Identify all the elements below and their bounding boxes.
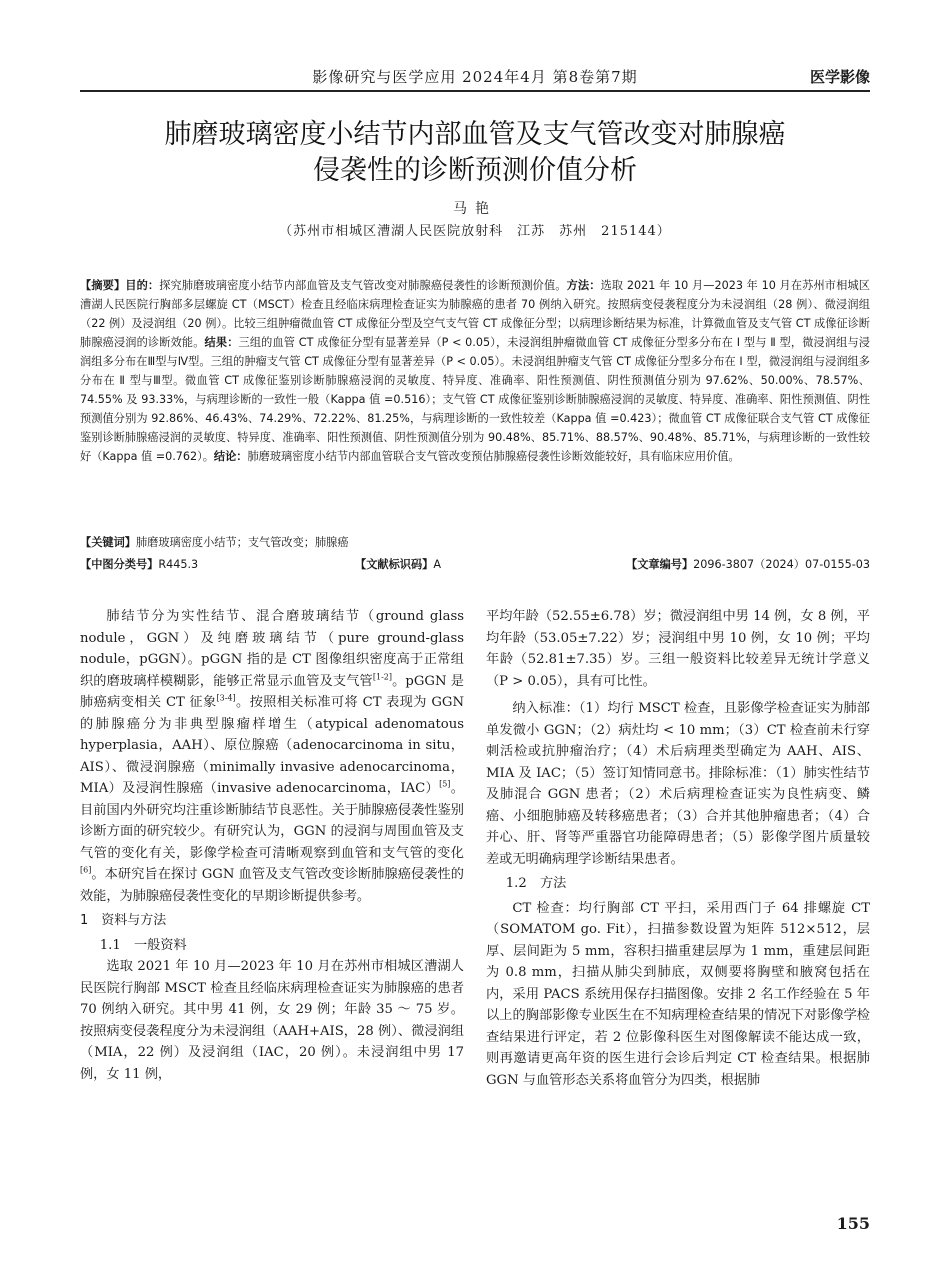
keywords-label: 【关键词】 [80,536,136,549]
left-column [80,606,464,1085]
citation: [3-4] [216,693,236,703]
ct-method-paragraph: CT 检查：均行胸部 CT 平扫，采用西门子 64 排螺旋 CT（SOMATOM go. Fit），扫描参数设置为矩阵 512×512，层厚、层间距为 5 mm，容积扫描重建层厚为 1 mm，重建层间距为 0.8 mm，扫描从肺尖到肺底，双侧要将胸壁和腋窝包括在内，采用 PACS 系统用保存扫描图像。安排 2 名工作经验在 5 年以上的胸部影像专业医生在不知病理检查结果的情况下对影像学检查结果进行评定，若 2 位影像科医生对图像解读不能达成一致，则再邀请更高年资的医生进行会诊后判定 CT 检查结果。根据肺 GGN 与血管形态关系将血管分为四类，根据肺 [486,900,870,1088]
citation: [1-2] [372,672,392,682]
abstract-label: 【摘要】 [80,279,126,292]
keywords-text: 肺磨玻璃密度小结节；支气管改变；肺腺癌 [135,536,349,549]
doc-value: A [433,558,441,571]
citation: [6] [80,865,92,875]
section-label: 医学影像 [809,68,870,86]
article-value: 2096-3807（2024）07-0155-03 [693,558,870,571]
abstract [80,276,870,466]
clc-value: R445.3 [158,558,199,571]
article-title-line1: 肺磨玻璃密度小结节内部血管及支气管改变对肺腺癌 [164,119,786,150]
article-label: 【文章编号】 [626,558,694,571]
article-title-line2: 侵袭性的诊断预测价值分析 [313,155,637,186]
affiliation: （苏州市相城区漕湖人民医院放射科 江苏 苏州 215144） [279,224,671,239]
page-number: 155 [836,1214,870,1233]
age-paragraph: 平均年龄（52.55±6.78）岁；微浸润组中男 14 例，女 8 例，平均年龄（53.05±7.22）岁；浸润组中男 10 例，女 10 例；平均年龄（52.81±7.35）岁。三组一般资料比较差异无统计学意义（P > 0.05），具有可比性。 [486,609,870,689]
article-number [626,556,870,572]
keywords [80,534,870,550]
objective-label: 目的： [125,279,160,292]
results-text: 三组的血管 CT 成像征分型有显著差异（P < 0.05），未浸润组肿瘤微血管 CT 成像征分型多分布在 Ⅰ 型与 Ⅱ 型，微浸润组与浸润组多分布在Ⅲ型与Ⅳ型。三组的肿瘤支气管 CT 成像征分型有显著差异（P < 0.05）。未浸润组肿瘤支气管 CT 成像征分型多分布在 Ⅰ 型，微浸润组与浸润组多分布在 Ⅱ 型与Ⅲ型。微血管 CT 成像征鉴别诊断肺腺癌浸润的灵敏度、特异度、准确率、阳性预测值、阴性预测值分别为 97.62%、50.00%、78.57%、74.55% 及 93.33%，与病理诊断的一致性一般（Kappa 值 =0.516）；支气管 CT 成像征鉴别诊断肺腺癌浸润的灵敏度、特异度、准确率、阳性预测值、阴性预测值分别为 92.86%、46.43%、74.29%、72.22%、81.25%，与病理诊断的一致性较差（Kappa 值 =0.423）；微血管 CT 成像征联合支气管 CT 成像征鉴别诊断肺腺癌浸润的灵敏度、特异度、准确率、阳性预测值、阴性预测值分别为 90.48%、85.71%、88.57%、90.48%、85.71%，与病理诊断的一致性较好（Kappa 值 =0.762）。 [80,336,870,463]
clc-code [80,556,198,572]
conclusion-label: 结论： [213,450,248,463]
author: 马艳 [453,201,497,217]
doc-label: 【文献标识码】 [355,558,434,571]
running-header [80,64,870,90]
doc-code [355,556,441,572]
results-label: 结果： [204,336,239,349]
journal-info: 影像研究与医学应用 2024年4月 第8卷第7期 [312,68,638,86]
subsection-heading-1-2: 1.2 方法 [505,876,567,891]
section-heading-1: 1 资料与方法 [80,913,167,928]
methods-text: 选取 2021 年 10 月—2023 年 10 月在苏州市相城区漕湖人民医院行胸部多层螺旋 CT（MSCT）检查且经临床病理检查证实为肺腺癌的患者 70 例纳入研究。按照病变侵袭程度分为未浸润组（28 例）、微浸润组（22 例）及浸润组（20 例）。比较三组肿瘤微血管 CT 成像征分型及空气支气管 CT 成像征分型；以病理诊断结果为标准，计算微血管及支气管 CT 成像征诊断肺腺癌浸润的诊断效能。 [80,279,870,349]
methods-label: 方法： [566,279,601,292]
intro-paragraph: 肺结节分为实性结节、混合磨玻璃结节（ground glass nodule，GGN）及纯磨玻璃结节（pure ground-glass nodule，pGGN）。pGGN 指的是 CT 图像组织密度高于正常组织的磨玻璃样模糊影，能够正常显示血管及支气管[1-2]。pGGN 是肺癌病变相关 CT 征象[3-4]。按照相关标准可将 CT 表现为 GGN 的肺腺癌分为非典型腺瘤样增生（atypical adenomatous hyperplasia，AAH）、原位腺癌（adenocarcinoma in situ，AIS）、微浸润腺癌（minimally invasive adenocarcinoma，MIA）及浸润性腺癌（invasive adenocarcinoma，IAC）[5]。目前国内外研究均注重诊断肺结节良恶性。关于肺腺癌侵袭性鉴别诊断方面的研究较少。有研究认为，GGN 的浸润与周围血管及支气管的变化有关，影像学检查可清晰观察到血管和支气管的变化[6]。本研究旨在探讨 GGN 血管及支气管改变诊断肺腺癌侵袭性的效能，为肺腺癌侵袭性变化的早期诊断提供参考。 [80,609,464,904]
clc-label: 【中图分类号】 [80,558,159,571]
conclusion-text: 肺磨玻璃密度小结节内部血管联合支气管改变预估肺腺癌侵袭性诊断效能较好，具有临床应用价值。 [247,450,740,463]
objective-text: 探究肺磨玻璃密度小结节内部血管及支气管改变对肺腺癌侵袭性的诊断预测价值。 [159,279,567,292]
right-column [486,606,870,1091]
subsection-heading-1-1: 1.1 一般资料 [99,937,187,953]
criteria-paragraph: 纳入标准：（1）均行 MSCT 检查，且影像学检查证实为肺部单发微小 GGN；（2）病灶均 < 10 mm；（3）CT 检查前未行穿刺活检或抗肿瘤治疗；（4）术后病理类型确定为 AAH、AIS、MIA 及 IAC；（5）签订知情同意书。排除标准：（1）肺实性结节及肺混合 GGN 患者；（2）术后病理检查证实为良性病变、鳞癌、小细胞肺癌及转移癌患者；（3）合并其他肿瘤患者；（4）合并心、肝、肾等严重器官功能障碍患者；（5）影像学图片质量较差或无明确病理学诊断结果患者。 [486,701,870,867]
header-rule [80,90,870,92]
citation: [5] [439,779,451,789]
general-data-paragraph: 选取 2021 年 10 月—2023 年 10 月在苏州市相城区漕湖人民医院行胸部 MSCT 检查且经临床病理检查证实为肺腺癌的患者 70 例纳入研究。其中男 41 例，女 29 例；年龄 35 ～ 75 岁。按照病变侵袭程度分为未浸润组（AAH+AIS，28 例）、微浸润组（MIA，22 例）及浸润组（IAC，20 例）。未浸润组中男 17 例，女 11 例， [80,959,464,1082]
